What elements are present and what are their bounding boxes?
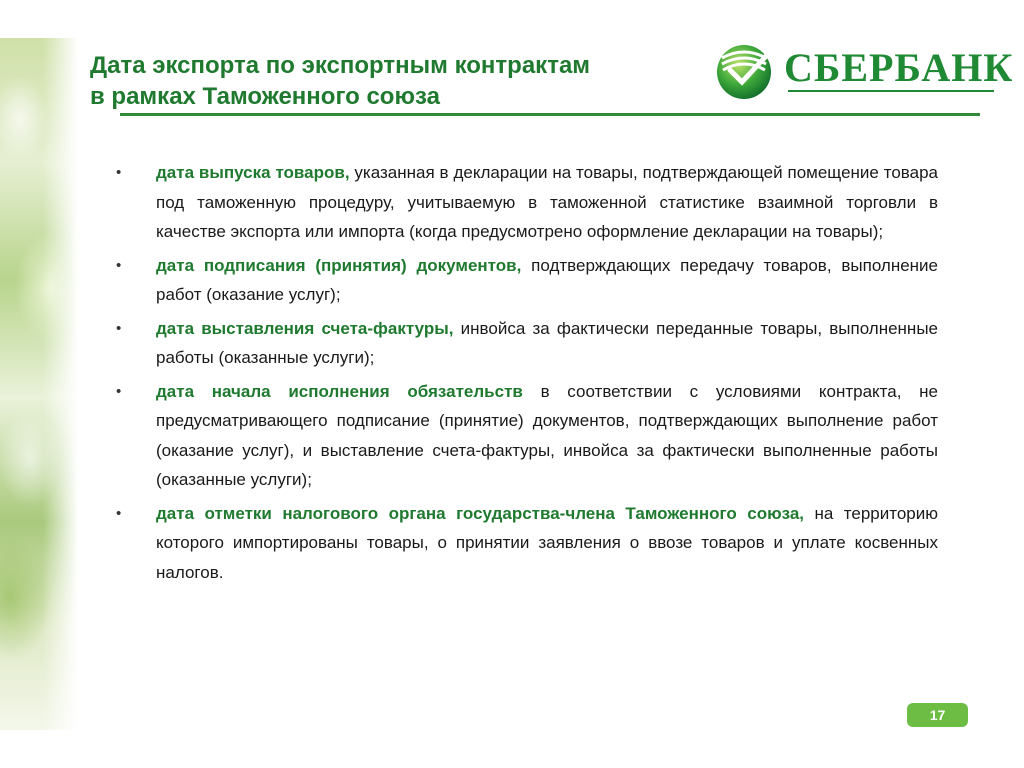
slide-title [90,50,590,112]
item-text: на территорию которого импортированы товары, о принятии заявления о ввозе товаров и уплате косвенных налогов. [156,503,938,582]
item-text: указанная в декларации на товары, подтверждающей помещение товара под таможенную процедуру, учитываемую в таможенной статистике взаимной торговли в качестве экспорта или импорта (когда предусмотрено оформление декларации на товары); [156,163,938,241]
sberbank-logo [714,40,1014,100]
list-item [116,377,938,495]
bullet-list [116,158,938,591]
item-text: инвойса за фактически переданные товары, выполненные работы (оказанные услуги); [156,318,938,367]
bullet-icon: • [116,164,122,181]
title-line-2: в рамках Таможенного союза [90,83,440,110]
item-highlight: дата отметки налогового органа государства-члена Таможенного союза, [156,503,805,523]
brand-name: СБЕРБАНК [784,45,1014,90]
bullet-icon: • [116,256,122,274]
title-line-1: Дата экспорта по экспортным контрактам [90,52,591,79]
item-text: подтверждающих передачу товаров, выполнение работ (оказание услуг); [156,255,939,304]
list-item [116,499,938,588]
bullet-icon: • [116,382,122,400]
page-number-badge: 17 [907,703,968,727]
bullet-icon: • [116,504,122,522]
item-highlight: дата выставления счета-фактуры, [156,318,454,338]
leaf-decoration [0,38,78,730]
sberbank-emblem-icon [714,40,774,100]
item-highlight: дата подписания (принятия) документов, [156,255,522,275]
list-item [116,314,938,373]
brand-underline [788,90,994,92]
list-item [116,158,938,247]
title-underline [120,113,980,116]
bullet-icon: • [116,319,122,337]
list-item [116,251,938,310]
item-text: в соответствии с условиями контракта, не предусматривающего подписание (принятие) документов, подтверждающих выполнение работ (оказание услуг), и выставление счета-фактуры, инвойса за фактически выполненные работы (оказанные услуги); [156,381,938,489]
item-highlight: дата начала исполнения обязательств [156,381,523,401]
item-highlight: дата выпуска товаров, [156,163,350,182]
